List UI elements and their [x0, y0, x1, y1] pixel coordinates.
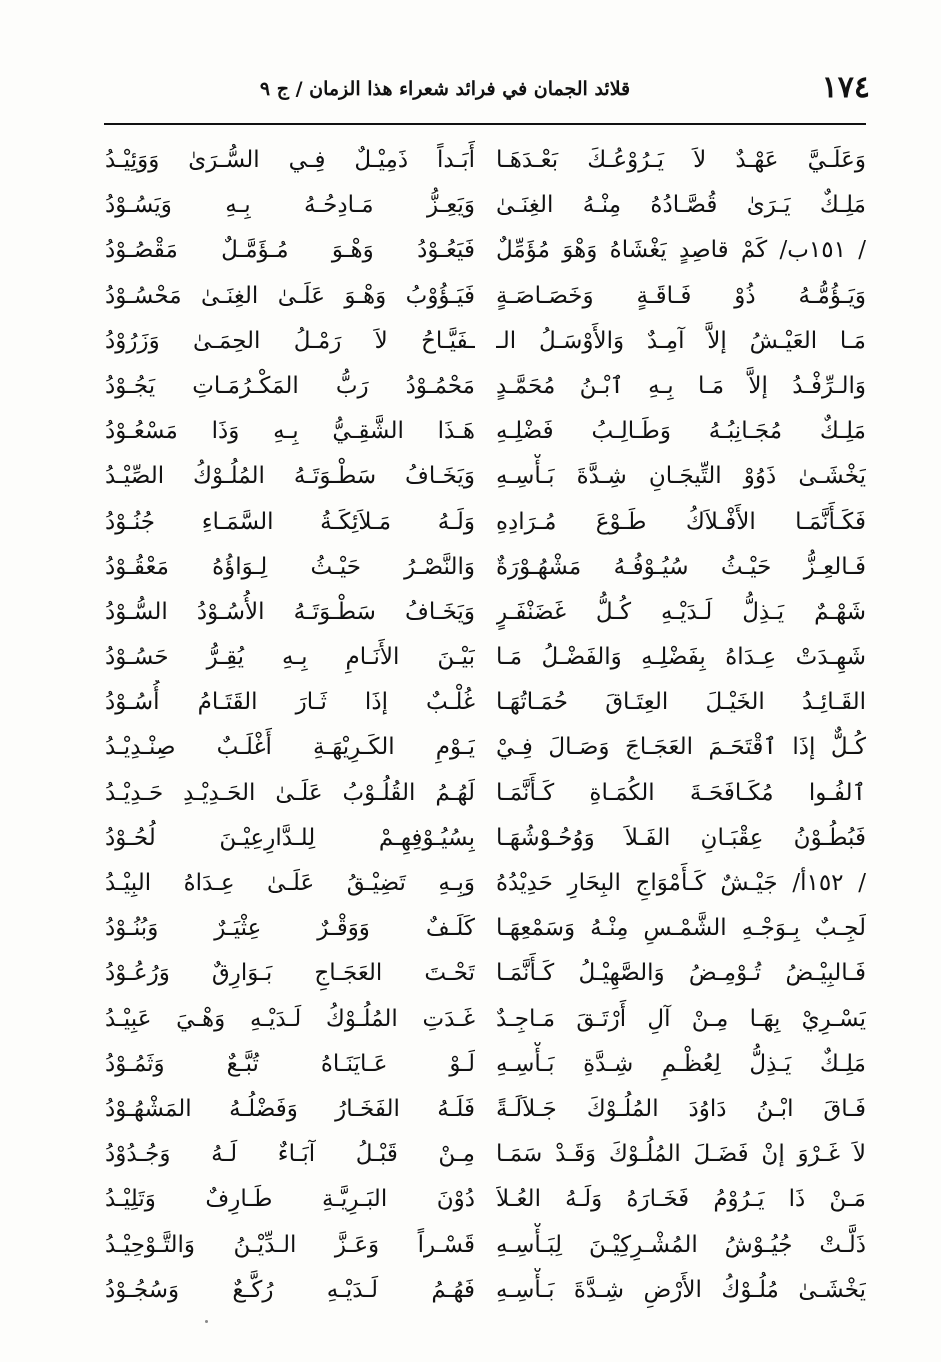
verse-left: هَـذَا الشَّقِـيُّ بِـهِ وَذَا مَسْعُـوْدُ — [105, 418, 475, 445]
verse-left: كَلَـفٌ وَوَقْـرٌ عِثْيَـرٌ وَبُنُـوْدُ — [105, 915, 475, 942]
verse-left: وَالنَّصْـرُ حَيْـثُ لِـوَاؤُهُ مَعْقُـوْدُ — [105, 553, 475, 580]
verse-right: شَهْـمٌ يَـذِلُّ لَـدَيْـهِ كُـلُّ غَضَنْفَـرٍ — [496, 598, 866, 625]
verse-left: غُلْـبٌ إذَا ثَـارَ القَتَـامُ أُسُـوْدُ — [105, 689, 475, 716]
verse-right: مَـا العَيْـشُ إلاَّ آمِـدٌ وَالأَوْسَـلُ الـ — [496, 327, 866, 354]
page-number: ١٧٤ — [821, 70, 870, 105]
verse-right: كُـلٌّ إذَا ٱقْتَحَـمَ العَجَـاجَ وَصَـالَ فِـيْ — [496, 734, 866, 761]
verse-right: فَـالبِيْـضُ تُـوْمِـضُ وَالصَّهِيْـلُ كَـأَنَّمَـا — [496, 960, 866, 987]
verse-right: لَجِـبٌ بِـوَجْـهِ الشَّمْـسِ مِنْـهُ وَسَمْعِهَـا — [496, 915, 866, 942]
verse-left: وَلَـهُ مَـلاَئِكَـةُ السَّمَـاءِ جُنُـوْدُ — [105, 508, 475, 535]
right-column — [496, 138, 866, 1313]
verse-left: لَهُـمُ القُلُـوْبُ عَلَـىٰ الحَـدِيْـدِ حَـدِيْـدُ — [105, 779, 475, 806]
verse-right: مَلِـكٌ يَـرَىٰ قُصَّـادُهُ مِنْـهُ الغِنَـىٰ — [496, 192, 866, 219]
verse-left: وَيَخَـافُ سَطْـوَتَـهُ المُلُـوْكُ الصِّيْـدُ — [105, 463, 475, 490]
verse-left: لَـوْ عَـايَنَـاهُ تُبَّـعٌ وَثَمُـوْدُ — [105, 1050, 475, 1077]
verse-right: / ١٥١ب/ كَمْ قاصِدٍ يَغْشَاهُ وَهْوَ مُؤَمِّلٌ — [496, 237, 866, 264]
verse-left: وَيَعِـزُّ مَـادِحُـهُ بِـهِ وَيَسُـوْدُ — [105, 192, 475, 219]
verse-left: فَهُـمُ لَـدَيْـهِ رُكَّـعٌ وَسُجُـوْدُ — [105, 1276, 475, 1303]
verse-left: قَسْـراً وَعَـزَّ الـدِّيْـنُ وَالتَّـوْحِيْـدُ — [105, 1231, 475, 1258]
verse-left: غَـدَتِ المُلُـوْكُ لَـدَيْـهِ وَهْـيَ عَبِيْـدُ — [105, 1005, 475, 1032]
verse-right: لاَ غَـرْوَ إنْ فَضَـلَ المُلُـوْكَ وَقَـدْ سَمَـا — [496, 1141, 866, 1168]
verse-right: فَبُطُـوْنُ عِقْبَـانِ الفَـلاَ وَوُحُـوْشُهَـا — [496, 824, 866, 851]
verse-right: فَـاقَ ابْـنُ دَاوُدَ المُلُـوْكَ جَـلاَلَـةً — [496, 1095, 866, 1122]
verse-right: شَهِـدَتْ عِـدَاهُ بِفَضْلِـهِ وَالفَضْـلُ مَـا — [496, 644, 866, 671]
verse-left: مِـنْ قَبْـلُ آبَـاءٌ لَـهُ وَجُـدُوْدُ — [105, 1141, 475, 1168]
verse-right: ٱلفُـوا مُكَـافَحَـةَ الكُمَـاةِ كَـأَنَّمَـا — [496, 779, 866, 806]
verse-right: وَعَلَـيَّ عَهْـدٌ لاَ يَـرُوْعُـكَ بَعْـدَهَـا — [496, 147, 866, 173]
verse-left: ـفَيَّـاحُ لاَ رَمْـلُ الحِمَـىٰ وَزَرُوْدُ — [105, 327, 475, 354]
verse-right: وَيَـؤُمُّـهُ ذُوْ فَـاقَـةٍ وَخَصَـاصَـةٍ — [496, 282, 866, 309]
verse-left: يَـوْمِ الكَـرِيْهَـةِ أَغْلَـبٌ صِنْـدِيْـدُ — [105, 734, 475, 761]
left-column — [105, 138, 475, 1313]
page-header — [100, 70, 870, 110]
verse-right: وَالـرِّفْـدُ إلاَّ مَـا بِـهِ ٱبْـنُ مُحَمَّـدٍ — [496, 372, 866, 399]
verse-left: بَيْـنَ الأَنَـامِ بِـهِ يُقِـرُّ حَسُـوْدُ — [105, 644, 475, 671]
verse-right: / ١٥٢أ/ جَيْـشٌ كَـأَمْوَاجِ البِحَارِ حَدِيْدُهُ — [496, 870, 866, 896]
verse-left: تَحْـتَ العَجَـاجِ بَـوَارِقٌ وَرُعُـوْدُ — [105, 960, 475, 987]
header-rule — [104, 123, 866, 125]
verse-left: دُوْنَ البَـرِيَّـةِ طَـارِفٌ وَتَلِيْـدُ — [105, 1186, 475, 1213]
scan-speck — [205, 1320, 208, 1323]
verse-left: فَلَـهُ الفَخَـارُ وَفَضْلُـهُ المَشْهُـوْدُ — [105, 1095, 475, 1122]
verse-left: مَحْمُـوْدُ رَبُّ المَكْـرُمَـاتِ يَجُـوْدُ — [105, 372, 475, 399]
verse-right: يَخْشَـىٰ ذَوُوْ التِّيجَـانِ شِـدَّةَ بَـأْسِـهِ — [496, 463, 866, 490]
verse-left: وَبِـهِ تَضِيْـقُ عَلَـىٰ عِـدَاهُ البِيْـدُ — [105, 870, 475, 896]
verse-left: أَبَـداً ذَمِيْـلٌ فِـي السُّـرَىٰ وَوَئِيْـدُ — [105, 147, 475, 173]
verse-right: القَـائِـدُ الخَيْـلَ العِتَـاقَ حُمَـاتُهَـا — [496, 689, 866, 716]
verse-right: مَلِـكٌ مُجَـانِبُـهُ وَطَـالِـبُ فَضْلِـهِ — [496, 418, 866, 445]
verse-left: فَيَـؤُوْبُ وَهْـوَ عَلَـىٰ الغِنَـىٰ مَحْسُـوْدُ — [105, 282, 475, 309]
running-title: قلائد الجمان في فرائد شعراء هذا الزمان / ج ٩ — [259, 78, 631, 100]
verse-right: فَـالعِـزُّ حَيْـثُ سُيُـوْفُـهُ مَشْهُـوْرَةٌ — [496, 553, 866, 580]
verse-right: مَـنْ ذَا يَـرُوْمُ فَخَـارَهُ وَلَـهُ العُـلاَ — [496, 1186, 866, 1213]
verse-right: يَسْـرِيْ بِهَـا مِـنْ آلِ أَرْتَـقَ مَـاجِـدٌ — [496, 1005, 866, 1032]
verse-right: فَكَـأَنَّمَـا الأَفْـلاَكُ طَـوْعَ مُـرَادِهِ — [496, 508, 866, 535]
verse-left: فَيَعُـوْدُ وَهْـوَ مُـؤَمَّـلٌ مَقْصُـوْدُ — [105, 237, 475, 264]
verse-right: مَلِـكٌ يَـذِلُّ لِعُظْـمِ شِـدَّةِ بَـأْسِـهِ — [496, 1050, 866, 1077]
verse-right: يَخْشَـىٰ مُلُـوْكُ الأَرْضِ شِـدَّةَ بَـأْسِـهِ — [496, 1276, 866, 1303]
verse-left: وَيَخَـافُ سَطْـوَتَـهُ الأُسُـوْدُ السُّـوْدُ — [105, 598, 475, 625]
verse-right: ذَلَّـتْ جُيُـوْشُ المُشْـرِكِيْـنَ لِبَـأْسِـهِ — [496, 1231, 866, 1258]
verse-left: بِسُيُـوْفِهِـمْ لِلـدَّارِعِيْـنَ لُحُـوْدُ — [105, 824, 475, 851]
